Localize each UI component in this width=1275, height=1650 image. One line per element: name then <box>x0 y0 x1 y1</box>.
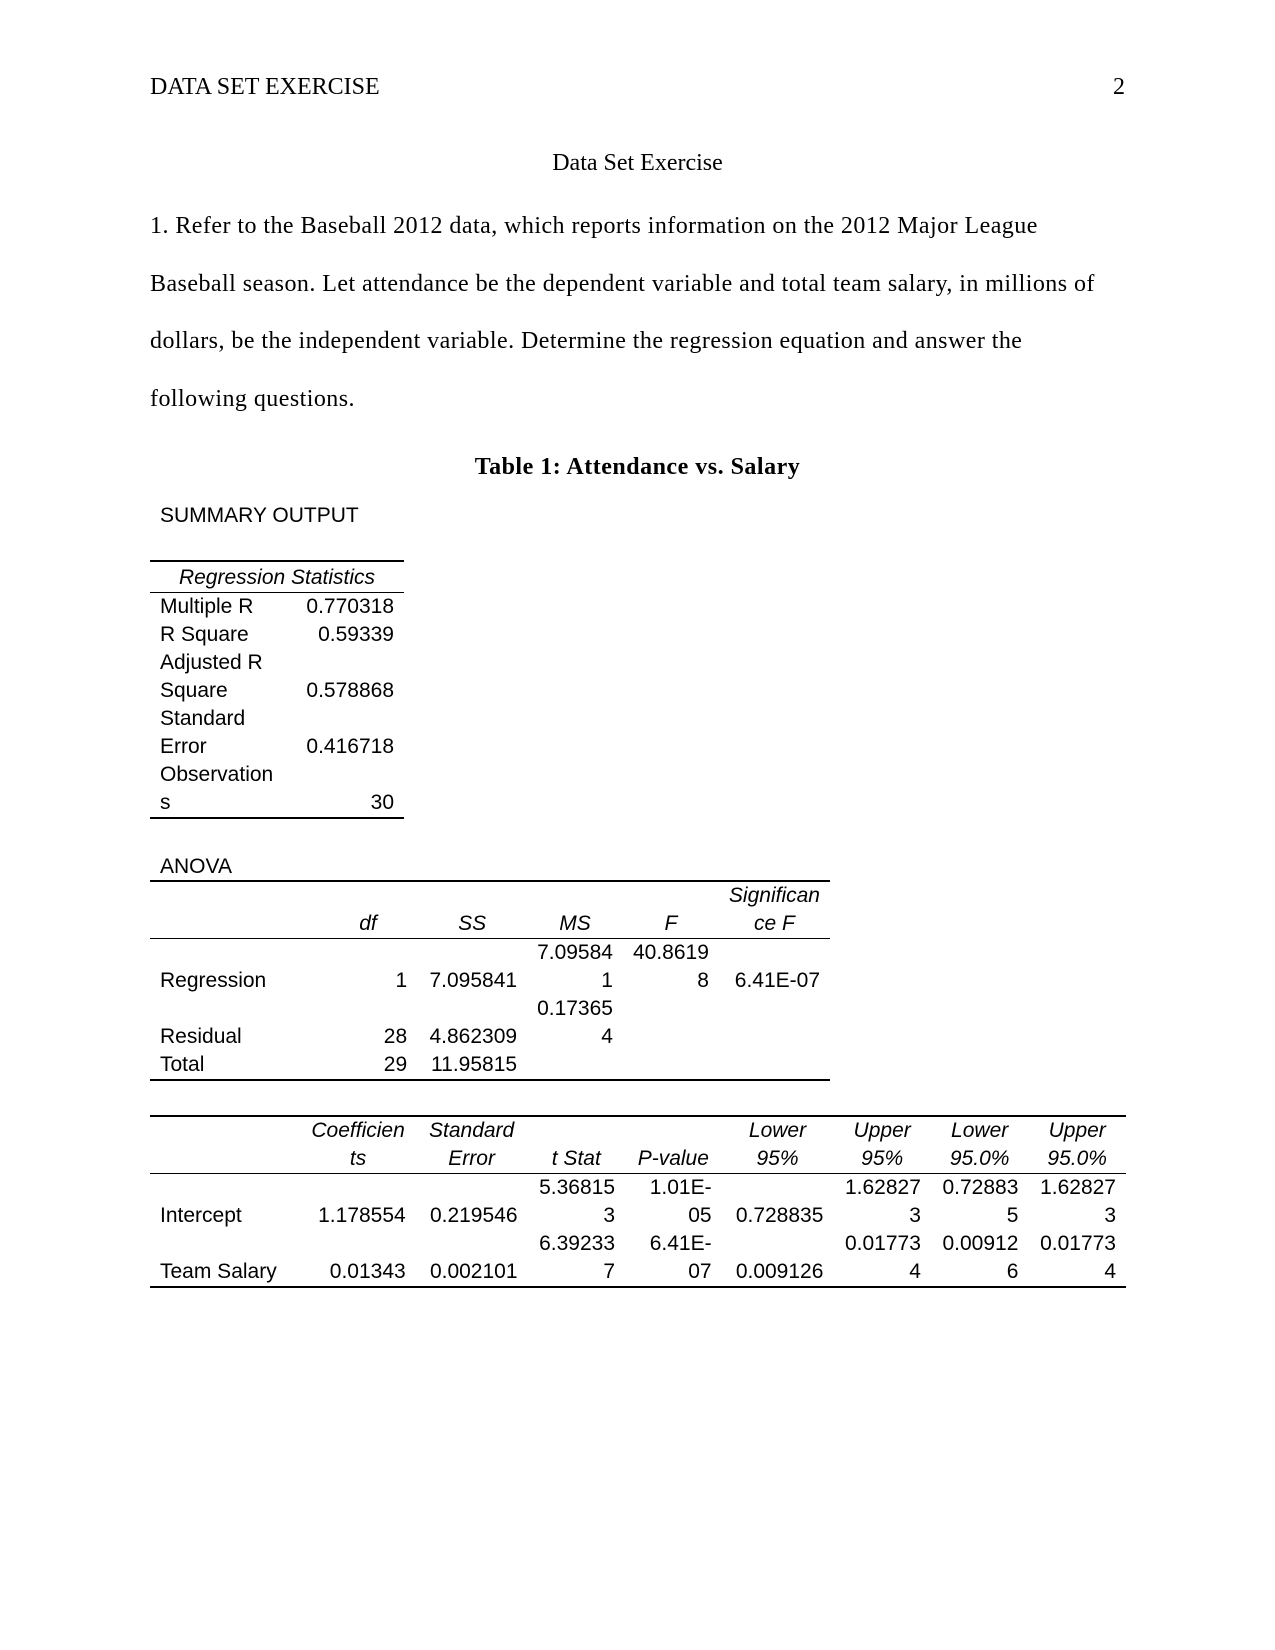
table-row <box>150 621 404 649</box>
col-header-t-stat: t Stat <box>528 1116 626 1174</box>
col-header-lower-95-0: Lower 95.0% <box>931 1116 1029 1174</box>
stat-label <box>150 705 291 761</box>
cell-ms: 7.09584 1 <box>537 941 613 992</box>
question-paragraph: 1. Refer to the Baseball 2012 data, which reports information on the 2012 Major League Baseball season. Let attendance be the dependent variable and total team salary, in millions of dollars, be the independent variable. Determine the regression equation and answer the following questions. <box>150 213 1095 412</box>
col-header-p-value: P-value <box>625 1116 722 1174</box>
stat-label: R Square <box>160 623 249 646</box>
col-header-upper-95: Upper 95% <box>833 1116 931 1174</box>
table-caption: Table 1: Attendance vs. Salary <box>474 454 801 480</box>
table-row <box>150 1230 1126 1287</box>
col-header-ss: SS <box>417 881 527 939</box>
table-row <box>150 705 404 761</box>
cell-upper-95: 0.01773 4 <box>833 1230 931 1287</box>
stat-value: 30 <box>291 761 404 818</box>
stat-value: 0.416718 <box>306 735 394 758</box>
running-head: DATA SET EXERCISE <box>150 74 380 100</box>
stat-label-line: Standard <box>160 707 246 730</box>
stat-value: 0.770318 <box>306 595 394 618</box>
cell-ms: 0.17365 4 <box>537 997 613 1048</box>
col-header-lower-95: Lower 95% <box>722 1116 834 1174</box>
table-header-row <box>150 1116 1126 1174</box>
col-header-significance-f: Significan ce F <box>719 881 830 939</box>
cell-t-stat: 5.36815 3 <box>539 1176 616 1227</box>
cell-p-value: 6.41E- 07 <box>625 1230 722 1287</box>
coefficients-table <box>150 1115 1126 1288</box>
anova-label: ANOVA <box>160 855 232 878</box>
col-header-upper-95-0: Upper 95.0% <box>1028 1116 1126 1174</box>
table-row <box>150 1051 830 1080</box>
col-header-f: F <box>623 881 719 939</box>
stat-label <box>150 761 291 818</box>
stat-label-line: s <box>160 791 171 814</box>
cell-df: 1 <box>395 969 408 992</box>
cell-coefficient: 0.01343 <box>300 1230 415 1287</box>
stat-label-line: Error <box>160 735 207 758</box>
page-title: Data Set Exercise <box>552 150 723 176</box>
stat-value: 0.578868 <box>306 679 394 702</box>
cell-standard-error: 0.219546 <box>429 1204 518 1227</box>
page-number: 2 <box>1113 74 1125 100</box>
regression-statistics-heading: Regression Statistics <box>150 561 404 593</box>
cell-ss: 7.095841 <box>429 969 518 992</box>
col-header-df: df <box>319 881 417 939</box>
cell-lower-95: 0.009126 <box>722 1230 834 1287</box>
cell-df: 28 <box>383 1025 408 1048</box>
cell-significance-f: 6.41E-07 <box>734 969 820 992</box>
table-row <box>150 1174 1126 1231</box>
anova-table <box>150 880 830 1081</box>
cell-p-value: 1.01E- 05 <box>649 1176 712 1227</box>
col-header-ms: MS <box>527 881 623 939</box>
row-label: Total <box>150 1051 319 1080</box>
cell-coefficient: 1.178554 <box>318 1204 406 1227</box>
cell-f: 40.8619 8 <box>632 941 709 992</box>
table-row <box>150 593 404 622</box>
col-header-coefficients: Coefficien ts <box>300 1116 415 1174</box>
cell-lower-95: 0.728835 <box>735 1204 824 1227</box>
row-label: Team Salary <box>150 1230 300 1287</box>
stat-label: Multiple R <box>160 595 254 618</box>
cell-upper-95-0: 0.01773 4 <box>1028 1230 1126 1287</box>
cell-ss: 11.95815 <box>417 1051 527 1080</box>
stat-value: 0.59339 <box>318 623 394 646</box>
row-label: Intercept <box>160 1204 242 1227</box>
cell-standard-error: 0.002101 <box>416 1230 528 1287</box>
table-row <box>150 995 830 1051</box>
table-header-row <box>150 881 830 939</box>
cell-ss: 4.862309 <box>429 1025 518 1048</box>
col-header-standard-error: Standard Error <box>416 1116 528 1174</box>
cell-t-stat: 6.39233 7 <box>528 1230 626 1287</box>
table-row <box>150 649 404 705</box>
stat-label-line: Adjusted R <box>160 651 263 674</box>
cell-lower-95-0: 0.00912 6 <box>931 1230 1029 1287</box>
cell-lower-95-0: 0.72883 5 <box>942 1176 1019 1227</box>
row-label: Residual <box>160 1025 242 1048</box>
summary-output-label: SUMMARY OUTPUT <box>160 504 359 527</box>
stat-label <box>150 649 291 705</box>
stat-label-line: Observation <box>160 763 274 786</box>
regression-statistics-table <box>150 560 404 819</box>
table-row <box>150 939 830 996</box>
table-row <box>150 761 404 818</box>
row-label: Regression <box>160 969 267 992</box>
stat-label-line: Square <box>160 679 228 702</box>
cell-df: 29 <box>319 1051 417 1080</box>
cell-upper-95: 1.62827 3 <box>844 1176 921 1227</box>
cell-upper-95-0: 1.62827 3 <box>1040 1176 1116 1227</box>
